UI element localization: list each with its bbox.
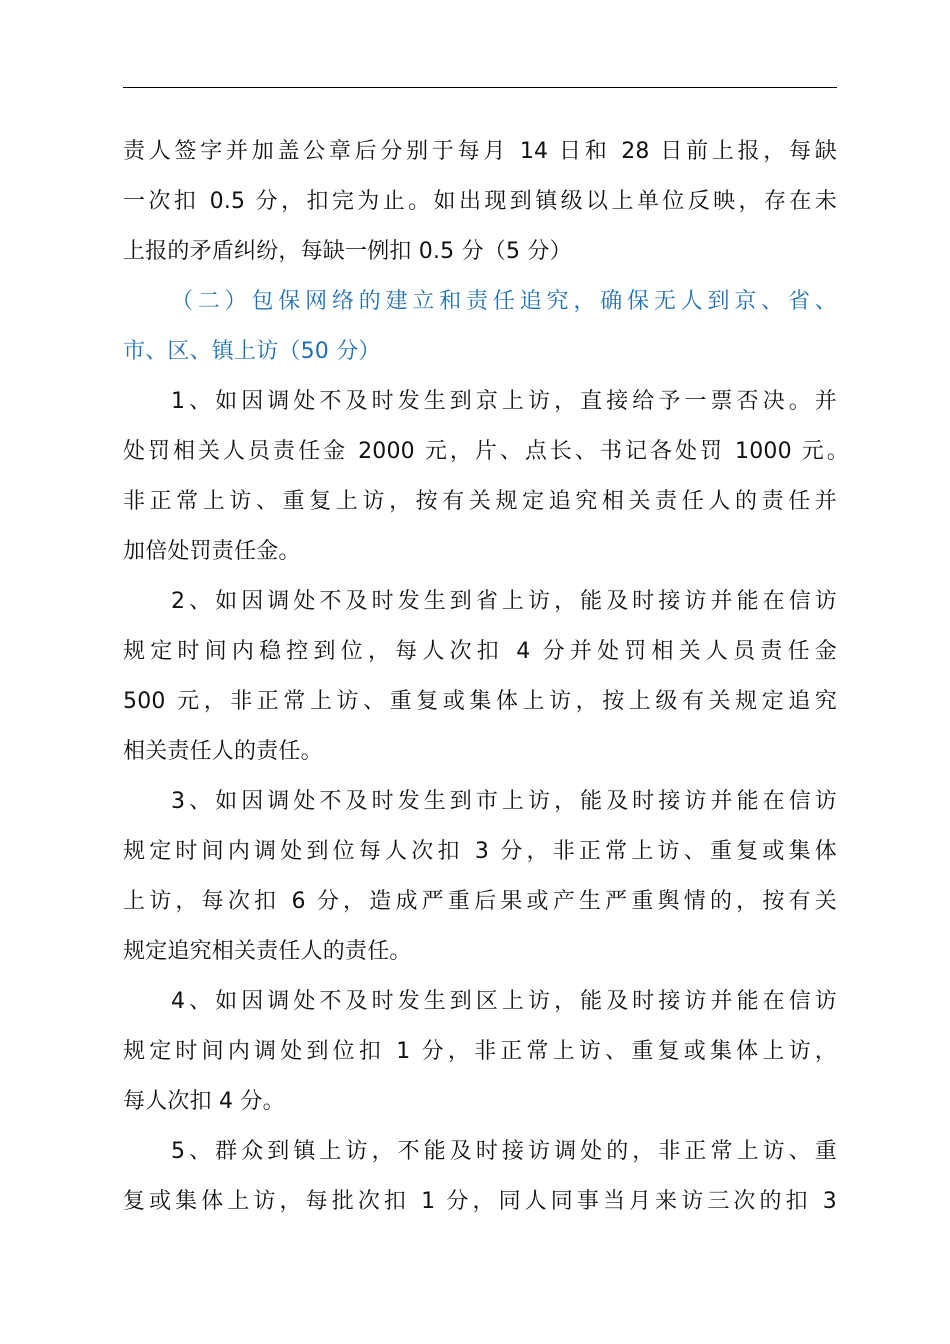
text-line: 4、如因调处不及时发生到区上访，能及时接访并能在信访 <box>171 989 837 1014</box>
text-line: 规定时间内稳控到位，每人次扣 4 分并处罚相关人员责任金 <box>123 639 837 664</box>
text-line: 相关责任人的责任。 <box>123 739 323 764</box>
text-line: 责人签字并加盖公章后分别于每月 14 日和 28 日前上报，每缺 <box>123 139 837 164</box>
text-line: 规定追究相关责任人的责任。 <box>123 939 412 964</box>
list-item-1 <box>123 377 849 577</box>
text-line: 上访，每次扣 6 分，造成严重后果或产生严重舆情的，按有关 <box>123 889 837 914</box>
list-item-2 <box>123 577 837 777</box>
text-line: 5、群众到镇上访，不能及时接访调处的，非正常上访、重 <box>171 1139 837 1164</box>
text-line: 上报的矛盾纠纷，每缺一例扣 0.5 分（5 分） <box>123 239 572 264</box>
section-heading <box>123 277 837 377</box>
text-line: 500 元，非正常上访、重复或集体上访，按上级有关规定追究 <box>123 689 837 714</box>
heading-line: （二）包保网络的建立和责任追究，确保无人到京、省、 <box>171 289 837 314</box>
paragraph-continued <box>123 127 837 277</box>
text-line: 非正常上访、重复上访，按有关规定追究相关责任人的责任并 <box>123 489 837 514</box>
list-item-5 <box>123 1127 837 1227</box>
document-body <box>123 127 849 1227</box>
list-item-4 <box>123 977 837 1127</box>
text-line: 一次扣 0.5 分，扣完为止。如出现到镇级以上单位反映，存在未 <box>123 189 837 214</box>
text-line: 规定时间内调处到位每人次扣 3 分，非正常上访、重复或集体 <box>123 839 837 864</box>
text-line: 加倍处罚责任金。 <box>123 539 301 564</box>
text-line: 2、如因调处不及时发生到省上访，能及时接访并能在信访 <box>171 589 837 614</box>
text-line: 规定时间内调处到位扣 1 分，非正常上访、重复或集体上访， <box>123 1039 837 1064</box>
text-line: 处罚相关人员责任金 2000 元，片、点长、书记各处罚 1000 元。 <box>123 439 849 464</box>
text-line: 每人次扣 4 分。 <box>123 1089 285 1114</box>
text-line: 1、如因调处不及时发生到京上访，直接给予一票否决。并 <box>171 389 837 414</box>
text-line: 复或集体上访，每批次扣 1 分，同人同事当月来访三次的扣 3 <box>123 1189 837 1214</box>
list-item-3 <box>123 777 837 977</box>
heading-line: 市、区、镇上访（50 分） <box>123 339 381 364</box>
text-line: 3、如因调处不及时发生到市上访，能及时接访并能在信访 <box>171 789 837 814</box>
header-rule <box>123 87 837 88</box>
